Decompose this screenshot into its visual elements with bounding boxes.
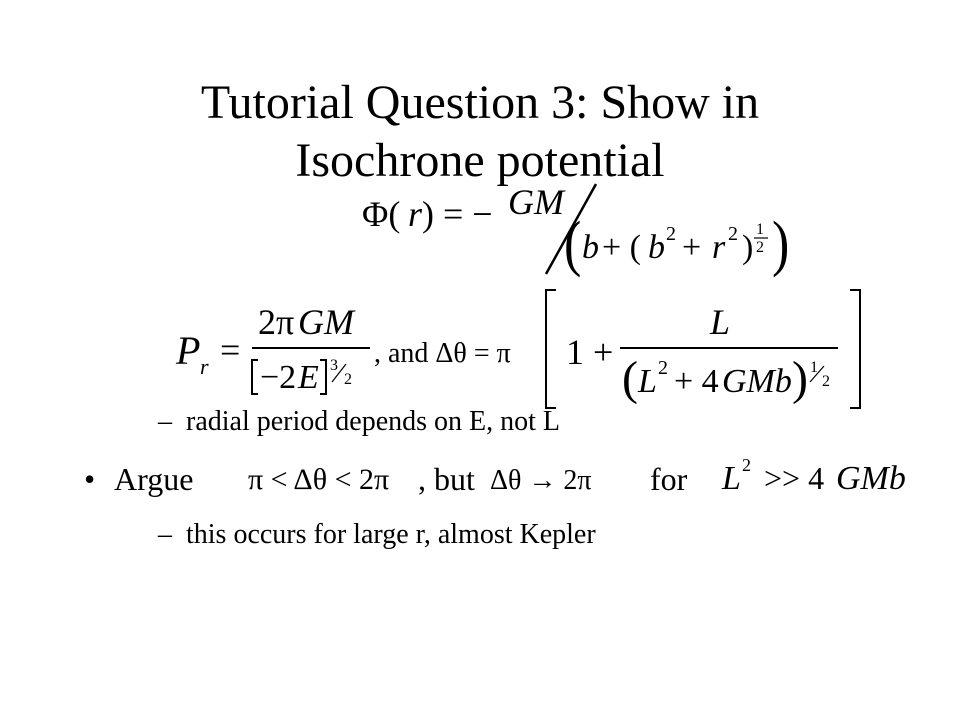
limit-math (488, 459, 608, 499)
period-equation (174, 282, 874, 416)
svg-text:E: E (298, 359, 319, 396)
svg-text:b: b (582, 229, 599, 266)
svg-text:2: 2 (742, 455, 751, 475)
svg-text:) = −: ) = − (422, 194, 493, 234)
svg-text:2: 2 (822, 373, 830, 390)
svg-text:): ) (772, 209, 790, 279)
svg-text:Φ(: Φ( (362, 194, 401, 234)
svg-text:L: L (638, 363, 657, 400)
argue-text: Argue (114, 461, 194, 497)
svg-text:r: r (712, 229, 726, 266)
for-text: for (650, 461, 688, 497)
svg-text:2: 2 (658, 357, 668, 379)
svg-text:+: + (682, 229, 702, 266)
inequality-math (244, 459, 424, 499)
svg-text:): ) (742, 229, 754, 266)
svg-text:(: ( (622, 352, 638, 405)
svg-text:GMb: GMb (722, 363, 792, 400)
svg-text:=: = (220, 330, 241, 370)
svg-text:GM: GM (298, 302, 354, 342)
dash-marker: – (158, 406, 172, 437)
svg-text:2: 2 (756, 239, 764, 256)
svg-text:P: P (176, 328, 201, 373)
svg-text:b: b (648, 229, 665, 266)
svg-text:2: 2 (344, 371, 352, 388)
but-text: , but (418, 461, 475, 497)
svg-text:1: 1 (756, 221, 764, 238)
svg-text:(: ( (564, 209, 582, 279)
svg-text:+ (: + ( (602, 229, 641, 266)
svg-text:): ) (792, 352, 808, 405)
dash-marker: – (158, 519, 172, 550)
svg-text:π < Δθ < 2π: π < Δθ < 2π (248, 463, 390, 496)
condition-math (720, 453, 920, 499)
title-line-1: Tutorial Question 3: Show in (200, 76, 760, 129)
svg-text:3: 3 (330, 357, 338, 374)
svg-text:L: L (710, 302, 731, 342)
svg-text:2π: 2π (258, 302, 295, 342)
sub-bullet-text: radial period depends on E, not L (186, 406, 561, 437)
svg-text:Δθ → 2π: Δθ → 2π (490, 465, 592, 496)
bullet-marker: • (84, 461, 96, 497)
svg-text:GMb: GMb (836, 460, 906, 497)
sub-bullet-large-r (158, 518, 596, 552)
sub-bullet-radial-period (158, 405, 560, 439)
svg-text:GM: GM (508, 182, 564, 222)
svg-text:1: 1 (810, 359, 818, 376)
svg-text:2: 2 (728, 223, 738, 245)
svg-text:1 +: 1 + (566, 332, 614, 372)
slide-title (100, 74, 860, 190)
title-line-2: Isochrone potential (295, 134, 665, 187)
svg-text:+ 4: + 4 (674, 363, 719, 400)
svg-text:, and Δθ = π: , and Δθ = π (374, 338, 511, 369)
sub-bullet-text: this occurs for large r, almost Kepler (186, 519, 596, 550)
svg-text:−2: −2 (260, 359, 297, 396)
svg-text:2: 2 (666, 223, 676, 245)
svg-text:r: r (200, 354, 209, 379)
svg-text:r: r (408, 194, 423, 234)
bullet-argue (84, 455, 944, 499)
potential-equation (356, 180, 796, 280)
svg-text:L: L (722, 460, 741, 497)
svg-text:>> 4: >> 4 (764, 460, 825, 496)
